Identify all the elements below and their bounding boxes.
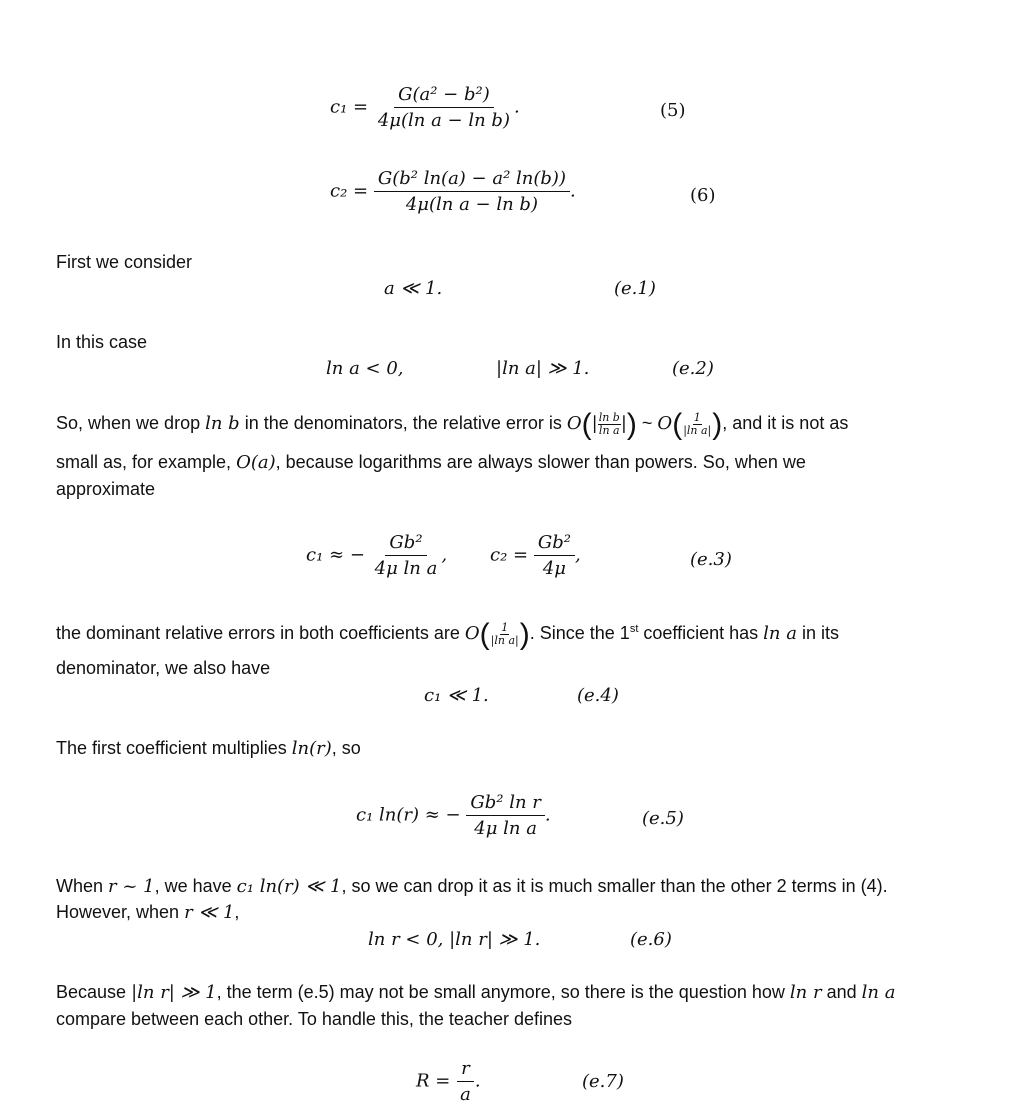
paragraph-because-ln-r-line2: compare between each other. To handle this, the teacher defines [56,1009,573,1029]
eq6-numerator: G(b² ln(a) − a² ln(b)) [374,168,570,192]
eq6-denominator: 4μ(ln a − ln b) [405,194,538,215]
eq5-numerator: G(a² − b²) [394,84,494,108]
e6-tag: (e.6) [630,929,672,950]
equation-5 [330,84,520,131]
e7-tag: (e.7) [582,1071,624,1092]
eq6-lhs: c₂ = [330,180,369,202]
eq5-tag: (5) [660,100,686,121]
one-over-abs-ln-a-fraction: $\frac{1}{\text{|ln a|}}$ [683,410,712,437]
equation-e7: R = $\frac{r}{a}$ . [416,1058,481,1105]
paragraph-relative-error: So, when we drop ln b in the denominators, the relative error is O(| $\frac{\text{ln b}}{\text{ln a}}$ |) ~ O( $\frac{1}{\text{|ln a|}}$ ), and it is not as [56,407,849,441]
e5-tag: (e.5) [642,808,684,829]
eq5-denominator: 4μ(ln a − ln b) [377,110,510,131]
equation-6 [330,168,576,215]
equation-e5: c₁ ln(r) ≈ − $\frac{\text{Gb² ln r}}{\text{4μ ln a}}$ . [356,792,551,839]
equation-e2-part-a: ln a < 0, [326,358,404,379]
equation-e3-c2: c₂ = $\frac{\text{Gb²}}{4\mu}$ , [490,532,581,579]
ln-b-over-ln-a-fraction: $\frac{\text{ln b}}{\text{ln a}}$ [598,410,620,437]
equation-e6: ln r < 0, |ln r| ≫ 1. [368,929,541,950]
paragraph-because-ln-r: Because |ln r| ≫ 1, the term (e.5) may not be small anymore, so there is the question how ln r and ln a [56,982,896,1003]
paragraph-relative-error-line3: approximate [56,479,156,499]
first-consider-text: First we consider [56,252,193,272]
one-over-abs-ln-a-fraction-2: $\frac{1}{\text{|ln a|}}$ [490,620,519,647]
ln-b-inline: ln b [205,413,240,434]
eq5-tail: . [513,96,520,118]
eq6-tail: . [569,180,576,202]
paragraph-relative-error-line2: small as, for example, O(a), because logarithms are always slower than powers. So, when we [56,452,806,473]
equation-e2-part-b: |ln a| ≫ 1. [496,358,590,379]
eq6-fraction [374,168,570,215]
paragraph-when-r-sim-1-line2: However, when r ≪ 1, [56,902,240,923]
eq6-tag: (6) [690,185,716,206]
paragraph-dominant-errors: the dominant relative errors in both coefficients are O( $\frac{1}{\text{|ln a|}}$ ). Since the 1st coefficient has ln a in its [56,617,839,651]
paragraph-first-coefficient: The first coefficient multiplies ln(r), so [56,738,361,759]
e3-tag: (e.3) [690,549,732,570]
in-this-case-text: In this case [56,332,148,352]
e1-tag: (e.1) [614,278,656,299]
equation-e1: a ≪ 1. [384,278,443,299]
equation-e4: c₁ ≪ 1. [424,685,489,706]
e4-tag: (e.4) [577,685,619,706]
e2-tag: (e.2) [672,358,714,379]
equation-e3-c1: c₁ ≈ − $\frac{\text{Gb²}}{\text{4μ ln a}}$ , [306,532,448,579]
paragraph-when-r-sim-1: When r ~ 1, we have c₁ ln(r) ≪ 1, so we can drop it as it is much smaller than the other 2 terms in (4). [56,876,888,897]
eq5-fraction [374,84,514,131]
eq5-lhs: c₁ = [330,96,369,118]
paragraph-dominant-errors-line2: denominator, we also have [56,658,271,678]
